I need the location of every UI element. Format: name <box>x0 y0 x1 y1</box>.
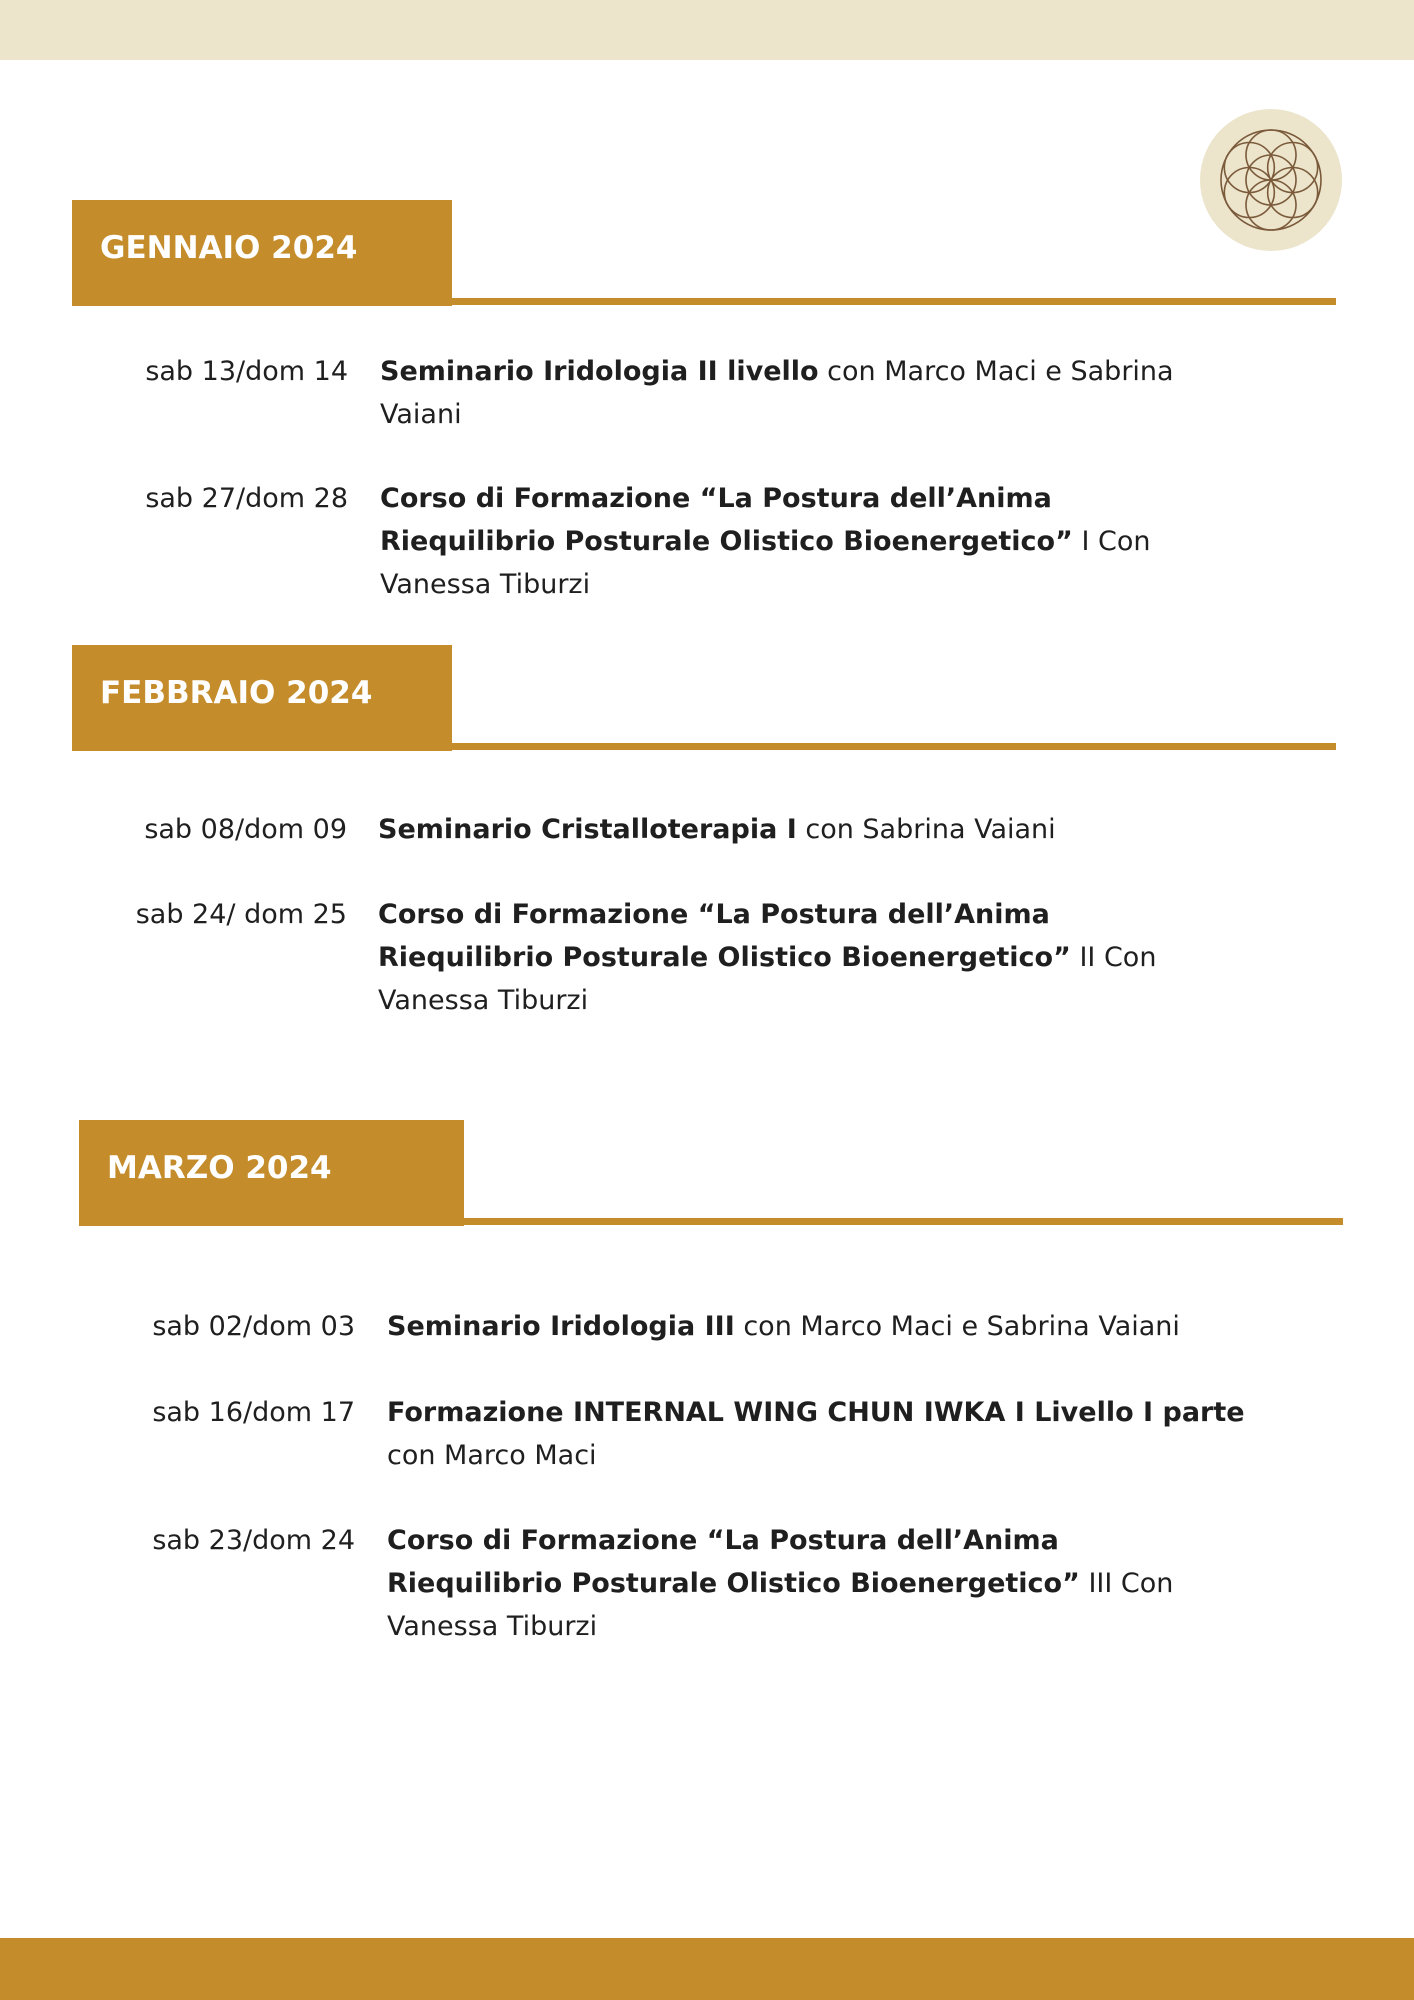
event-title: Seminario Iridologia II livello <box>380 356 819 387</box>
event-date: sab 24/ dom 25 <box>135 899 347 930</box>
event-description <box>387 1391 1267 1477</box>
event-date: sab 27/dom 28 <box>145 483 348 514</box>
event-description <box>378 893 1218 1022</box>
event-date: sab 23/dom 24 <box>152 1525 355 1556</box>
event-details: II Con Vanessa Tiburzi <box>378 942 1157 1016</box>
event-title: Seminario Cristalloterapia I <box>378 814 797 845</box>
event-details: con Marco Maci <box>387 1440 597 1471</box>
event-title: Seminario Iridologia III <box>387 1311 735 1342</box>
month-title: MARZO 2024 <box>107 1150 332 1186</box>
logo <box>1200 109 1342 251</box>
event-description <box>387 1519 1227 1648</box>
event-title: Formazione INTERNAL WING CHUN IWKA I Livello I parte <box>387 1397 1245 1428</box>
event-date: sab 16/dom 17 <box>152 1397 355 1428</box>
event-title: Corso di Formazione “La Postura dell’Anima Riequilibrio Posturale Olistico Bioenergetico” <box>378 899 1071 973</box>
bottom-band <box>0 1938 1414 2000</box>
month-divider-line <box>72 743 1336 750</box>
month-header-box <box>79 1120 464 1226</box>
event-description <box>387 1305 1267 1348</box>
event-date: sab 13/dom 14 <box>145 356 348 387</box>
event-date: sab 02/dom 03 <box>152 1311 355 1342</box>
event-details: III Con Vanessa Tiburzi <box>387 1568 1174 1642</box>
flower-of-life-icon <box>1200 109 1342 251</box>
event-description <box>380 477 1220 606</box>
event-details: con Marco Maci e Sabrina Vaiani <box>734 1311 1180 1342</box>
event-date: sab 08/dom 09 <box>144 814 347 845</box>
month-header-box <box>72 645 452 751</box>
event-details: con Sabrina Vaiani <box>796 814 1056 845</box>
month-title: FEBBRAIO 2024 <box>100 675 373 711</box>
event-details: con Marco Maci e Sabrina Vaiani <box>380 356 1174 430</box>
event-details: I Con Vanessa Tiburzi <box>380 526 1151 600</box>
month-title: GENNAIO 2024 <box>100 230 358 266</box>
event-description <box>380 350 1240 436</box>
month-header-box <box>72 200 452 306</box>
month-divider-line <box>72 298 1336 305</box>
event-title: Corso di Formazione “La Postura dell’Anima Riequilibrio Posturale Olistico Bioenergetico” <box>387 1525 1080 1599</box>
month-divider-line <box>79 1218 1343 1225</box>
event-description <box>378 808 1238 851</box>
top-band <box>0 0 1414 60</box>
event-title: Corso di Formazione “La Postura dell’Anima Riequilibrio Posturale Olistico Bioenergetico” <box>380 483 1073 557</box>
